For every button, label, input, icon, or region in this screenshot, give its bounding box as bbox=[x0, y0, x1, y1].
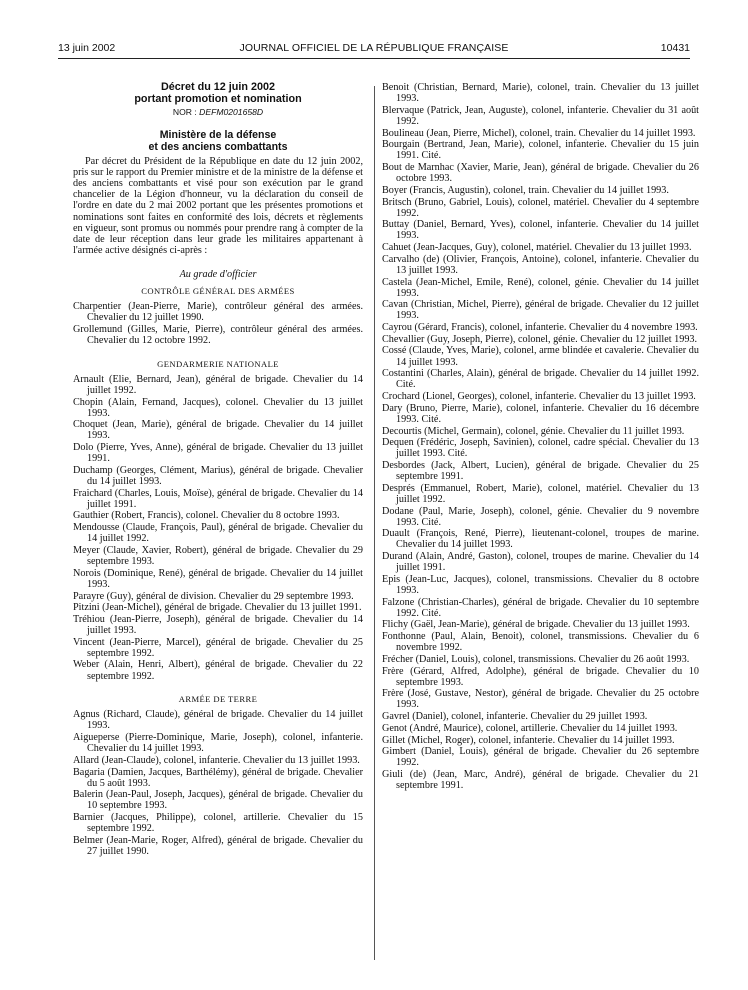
decoration-entry: Mendousse (Claude, François, Paul), général de brigade. Chevalier du 14 juillet 1992. bbox=[73, 522, 363, 545]
decoration-entry: Frère (Gérard, Alfred, Adolphe), général de brigade. Chevalier du 10 septembre 1993. bbox=[382, 665, 699, 688]
decoration-entry: Barnier (Jacques, Philippe), colonel, artillerie. Chevalier du 15 septembre 1992. bbox=[73, 812, 363, 835]
decoration-entry: Parayre (Guy), général de division. Chevalier du 29 septembre 1993. bbox=[73, 590, 354, 602]
decoration-entry: Cayrou (Gérard, Francis), colonel, infanterie. Chevalier du 4 novembre 1993. bbox=[382, 322, 698, 334]
decoration-entry: Norois (Dominique, René), général de brigade. Chevalier du 14 juillet 1993. bbox=[73, 567, 363, 590]
decoration-entry: Duault (François, René, Pierre), lieutenant-colonel, troupes de marine. Chevalier du 14 juillet 1993. bbox=[382, 528, 699, 551]
decoration-entry: Cahuet (Jean-Jacques, Guy), colonel, matériel. Chevalier du 13 juillet 1993. bbox=[382, 242, 692, 254]
decoration-entry: Boulineau (Jean, Pierre, Michel), colonel, train. Chevalier du 14 juillet 1993. bbox=[382, 127, 696, 139]
section-heading: GENDARMERIE NATIONALE bbox=[157, 358, 279, 369]
right-column bbox=[382, 82, 699, 792]
decoration-entry: Gillet (Michel, Roger), colonel, infanterie. Chevalier du 14 juillet 1993. bbox=[382, 734, 675, 746]
decoration-entry: Pitzini (Jean-Michel), général de brigade. Chevalier du 13 juillet 1991. bbox=[73, 602, 362, 614]
grade-heading: Au grade d'officier bbox=[179, 268, 257, 280]
decoration-entry: Duchamp (Georges, Clément, Marius), général de brigade. Chevalier du 14 juillet 1993. bbox=[73, 464, 363, 487]
decoration-entry: Chevallier (Guy, Joseph, Pierre), colonel, génie. Chevalier du 12 juillet 1993. bbox=[382, 333, 698, 345]
page-header bbox=[58, 42, 690, 56]
header-rule bbox=[58, 58, 690, 59]
decoration-entry: Frère (José, Gustave, Nestor), général de brigade. Chevalier du 25 octobre 1993. bbox=[382, 688, 699, 711]
decoration-entry: Bagaria (Damien, Jacques, Barthélémy), général de brigade. Chevalier du 5 août 1993. bbox=[73, 766, 363, 789]
decoration-entry: Carvalho (de) (Olivier, François, Antoine), colonel, infanterie. Chevalier du 13 juillet 1993. bbox=[382, 253, 699, 276]
decoration-entry: Flichy (Gaël, Jean-Marie), général de brigade. Chevalier du 13 juillet 1993. bbox=[382, 619, 690, 631]
entry-list bbox=[382, 82, 699, 791]
decoration-entry: Epis (Jean-Luc, Jacques), colonel, transmissions. Chevalier du 8 octobre 1993. bbox=[382, 573, 699, 596]
decoration-entry: Vincent (Jean-Pierre, Marcel), général de brigade. Chevalier du 25 septembre 1992. bbox=[73, 636, 363, 659]
decoration-entry: Meyer (Claude, Xavier, Robert), général de brigade. Chevalier du 29 septembre 1993. bbox=[73, 544, 363, 568]
decoration-entry: Balerin (Jean-Paul, Joseph, Jacques), général de brigade. Chevalier du 10 septembre 1993. bbox=[73, 789, 363, 812]
decoration-entry: Gimbert (Daniel, Louis), général de brigade. Chevalier du 26 septembre 1992. bbox=[382, 746, 699, 769]
decoration-entry: Charpentier (Jean-Pierre, Marie), contrôleur général des armées. Chevalier du 12 juillet 1990. bbox=[73, 301, 363, 324]
decoration-entry: Dequen (Frédéric, Joseph, Savinien), colonel, cadre spécial. Chevalier du 13 juillet 1993. Cité. bbox=[382, 437, 699, 460]
decoration-entry: Gavrel (Daniel), colonel, infanterie. Chevalier du 29 juillet 1993. bbox=[382, 711, 648, 723]
decoration-entry: Fonthonne (Paul, Alain, Benoit), colonel, transmissions. Chevalier du 6 novembre 1992. bbox=[382, 631, 699, 654]
decoration-entry: Cavan (Christian, Michel, Pierre), général de brigade. Chevalier du 12 juillet 1993. bbox=[382, 299, 699, 322]
decoration-entry: Weber (Alain, Henri, Albert), général de brigade. Chevalier du 22 septembre 1992. bbox=[73, 659, 363, 682]
decoration-entry: Falzone (Christian-Charles), général de brigade. Chevalier du 10 septembre 1992. Cité. bbox=[382, 596, 699, 619]
decoration-entry: Dodane (Paul, Marie, Joseph), colonel, génie. Chevalier du 9 novembre 1993. Cité. bbox=[382, 505, 699, 528]
decoration-entry: Arnault (Elie, Bernard, Jean), général de brigade. Chevalier du 14 juillet 1992. bbox=[73, 373, 363, 396]
decoration-entry: Allard (Jean-Claude), colonel, infanterie. Chevalier du 13 juillet 1993. bbox=[73, 754, 360, 766]
decoration-entry: Boyer (Francis, Augustin), colonel, train. Chevalier du 14 juillet 1993. bbox=[382, 184, 669, 196]
decoration-entry: Genot (André, Maurice), colonel, artillerie. Chevalier du 14 juillet 1993. bbox=[382, 722, 678, 734]
decoration-entry: Gauthier (Robert, Francis), colonel. Chevalier du 8 octobre 1993. bbox=[73, 510, 340, 522]
decoration-entry: Durand (Alain, André, Gaston), colonel, troupes de marine. Chevalier du 14 juillet 1991. bbox=[382, 551, 699, 574]
header-date: 13 juin 2002 bbox=[58, 42, 116, 54]
decoration-entry: Decourtis (Michel, Germain), colonel, génie. Chevalier du 11 juillet 1993. bbox=[382, 425, 685, 437]
decoration-entry: Blervaque (Patrick, Jean, Auguste), colonel, infanterie. Chevalier du 31 août 1992. bbox=[382, 104, 699, 127]
decoration-entry: Belmer (Jean-Marie, Roger, Alfred), général de brigade. Chevalier du 27 juillet 1990. bbox=[73, 834, 363, 857]
decoration-entry: Chopin (Alain, Fernand, Jacques), colonel. Chevalier du 13 juillet 1993. bbox=[73, 396, 363, 419]
entry-list bbox=[73, 301, 363, 346]
decoration-entry: Fraichard (Charles, Louis, Moïse), général de brigade. Chevalier du 14 juillet 1991. bbox=[73, 487, 363, 510]
nor-reference: NOR : DEFM0201658D bbox=[172, 107, 264, 117]
decoration-entry: Bourgain (Bertrand, Jean, Marie), colonel, infanterie. Chevalier du 15 juin 1991. Cité. bbox=[382, 139, 699, 162]
entry-list bbox=[73, 374, 363, 682]
decoration-entry: Castela (Jean-Michel, Emile, René), colonel, génie. Chevalier du 14 juillet 1993. bbox=[382, 276, 699, 299]
decoration-entry: Tréhiou (Jean-Pierre, Joseph), général de brigade. Chevalier du 14 juillet 1993. bbox=[73, 613, 363, 636]
section-heading: CONTRÔLE GÉNÉRAL DES ARMÉES bbox=[141, 286, 295, 297]
decoration-entry: Bout de Marnhac (Xavier, Marie, Jean), général de brigade. Chevalier du 26 octobre 1993. bbox=[382, 162, 699, 185]
decoration-entry: Frécher (Daniel, Louis), colonel, transmissions. Chevalier du 26 août 1993. bbox=[382, 653, 690, 665]
column-divider bbox=[374, 86, 375, 960]
ministry-heading: Ministère de la défense et des anciens combattants bbox=[148, 129, 288, 153]
entry-list bbox=[73, 709, 363, 857]
decoration-entry: Aigueperse (Pierre-Dominique, Marie, Joseph), colonel, infanterie. Chevalier du 14 juillet 1993. bbox=[73, 732, 363, 755]
decoration-entry: Benoit (Christian, Bernard, Marie), colonel, train. Chevalier du 13 juillet 1993. bbox=[382, 82, 699, 105]
decree-title: Décret du 12 juin 2002 portant promotion et nomination bbox=[134, 81, 302, 105]
decoration-entry: Desbordes (Jack, Albert, Lucien), général de brigade. Chevalier du 25 septembre 1991. bbox=[382, 459, 699, 483]
page-number: 10431 bbox=[660, 42, 690, 54]
decoration-entry: Crochard (Lionel, Georges), colonel, infanterie. Chevalier du 13 juillet 1993. bbox=[382, 391, 696, 403]
decoration-entry: Britsch (Bruno, Gabriel, Louis), colonel, matériel. Chevalier du 4 septembre 1992. bbox=[382, 196, 699, 219]
decoration-entry: Després (Emmanuel, Robert, Marie), colonel, matériel. Chevalier du 13 juillet 1992. bbox=[382, 482, 699, 505]
decoration-entry: Costantini (Charles, Alain), général de brigade. Chevalier du 14 juillet 1992. Cité. bbox=[382, 368, 699, 391]
decoration-entry: Dolo (Pierre, Yves, Anne), général de brigade. Chevalier du 13 juillet 1991. bbox=[73, 442, 363, 465]
decoration-entry: Grollemund (Gilles, Marie, Pierre), contrôleur général des armées. Chevalier du 12 octobre 1992. bbox=[73, 323, 363, 346]
left-column bbox=[73, 82, 363, 858]
decoration-entry: Giuli (de) (Jean, Marc, André), général de brigade. Chevalier du 21 septembre 1991. bbox=[382, 769, 699, 792]
decoration-entry: Choquet (Jean, Marie), général de brigade. Chevalier du 14 juillet 1993. bbox=[73, 419, 363, 442]
decoration-entry: Cossé (Claude, Yves, Marie), colonel, arme blindée et cavalerie. Chevalier du 14 juillet 1993. bbox=[382, 345, 699, 368]
decree-intro: Par décret du Président de la République en date du 12 juin 2002, pris sur le rapport du Premier ministre et de la ministre de la défense et des anciens combattants et visé pour son exécution par le grand chancelier de la Légion d'honneur, vu la déclaration du conseil de l'ordre en date du 2 mai 2002 portant que les présentes promotions et nominations sont faites en conformité des lois, décrets et règlements en vigueur, sont promus ou nommés pour prendre rang à compter de la date de leur réception dans leur grade les militaires appartenant à l'armée active désignés ci-après : bbox=[73, 156, 363, 256]
decoration-entry: Agnus (Richard, Claude), général de brigade. Chevalier du 14 juillet 1993. bbox=[73, 709, 363, 732]
decoration-entry: Dary (Bruno, Pierre, Marie), colonel, infanterie. Chevalier du 16 décembre 1993. Cité. bbox=[382, 402, 699, 425]
section-heading: ARMÉE DE TERRE bbox=[178, 694, 258, 705]
decoration-entry: Buttay (Daniel, Bernard, Yves), colonel, infanterie. Chevalier du 14 juillet 1993. bbox=[382, 219, 699, 242]
journal-title: JOURNAL OFFICIEL DE LA RÉPUBLIQUE FRANÇAISE bbox=[239, 42, 509, 54]
